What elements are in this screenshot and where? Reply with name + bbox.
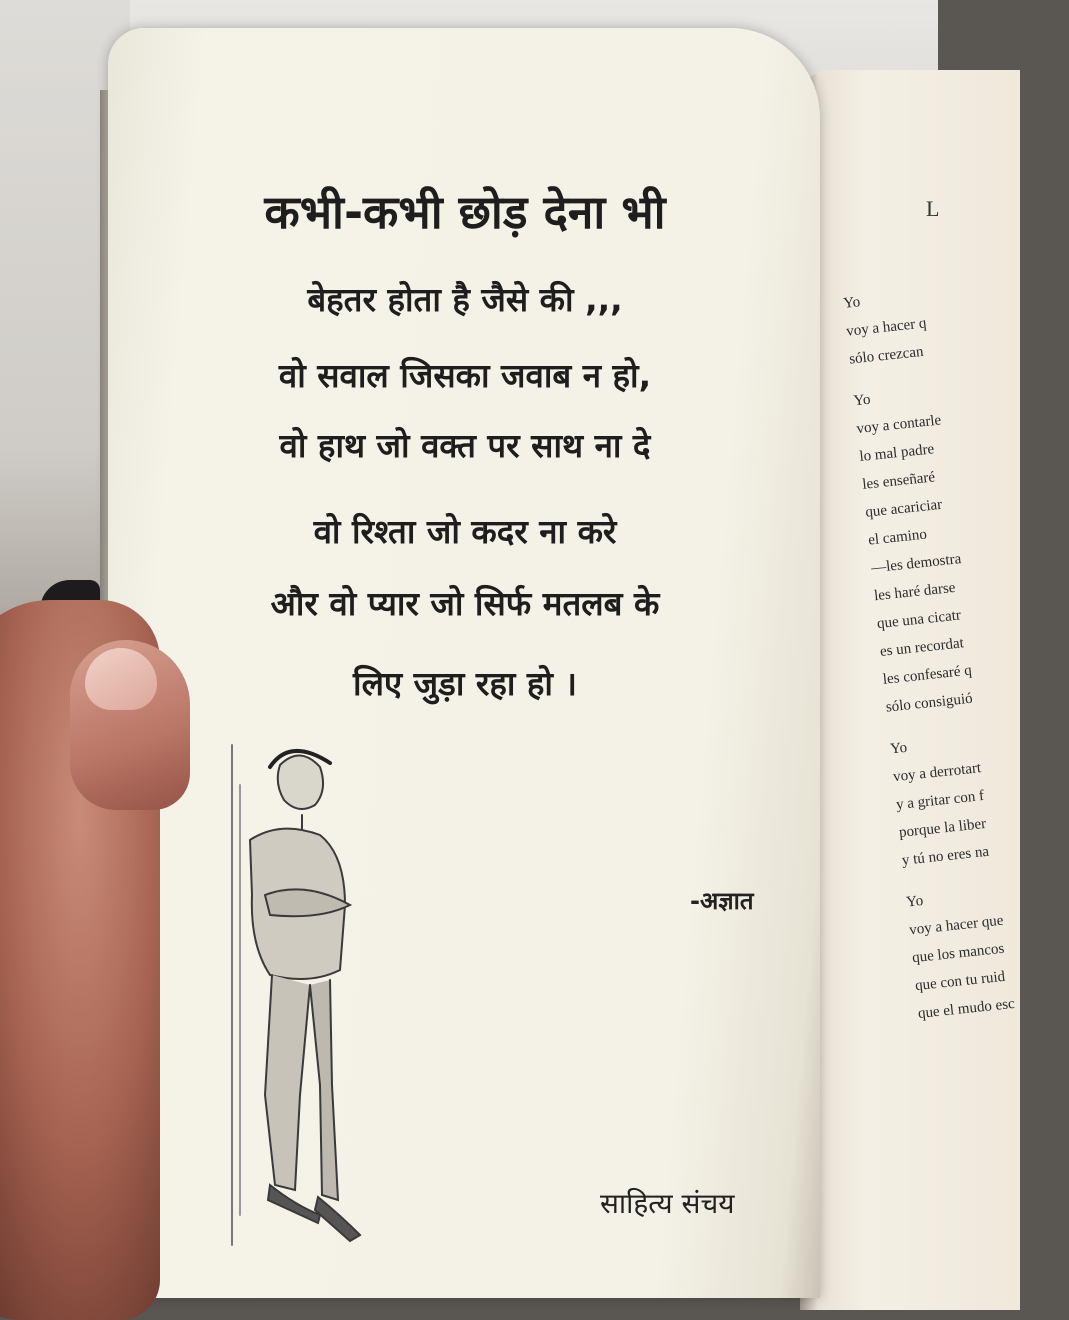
facing-line: les confesaré q xyxy=(882,662,973,688)
facing-line: es un recordat xyxy=(879,635,965,660)
facing-line: les enseñaré xyxy=(861,469,936,493)
facing-line: sólo crezcan xyxy=(848,343,925,368)
facing-line: y tú no eres na xyxy=(901,843,990,869)
facing-line: Yo xyxy=(905,892,924,911)
facing-line: lo mal padre xyxy=(858,441,935,466)
facing-line: voy a derrotart xyxy=(892,760,982,786)
poem-line: वो सवाल जिसका जवाब न हो, xyxy=(278,356,652,395)
facing-line: Yo xyxy=(889,739,908,758)
facing-line: voy a contarle xyxy=(855,412,942,438)
poem-line: वो रिश्ता जो कदर ना करे xyxy=(313,512,617,551)
poem-author: -अज्ञात xyxy=(690,887,754,915)
facing-line: les haré darse xyxy=(873,579,957,605)
facing-line: el camino xyxy=(867,526,928,549)
brand-name: साहित्य संचय xyxy=(600,1187,735,1220)
facing-line: y a gritar con f xyxy=(895,787,985,814)
facing-line: que el mudo esc xyxy=(917,995,1016,1022)
poem-title: कभी-कभी छोड़ देना भी xyxy=(264,185,666,239)
facing-line: sólo consiguió xyxy=(885,690,974,716)
poem-line: वो हाथ जो वक्त पर साथ ना दे xyxy=(279,426,651,465)
poem-line: बेहतर होता है जैसे की ,,, xyxy=(307,280,623,319)
poem-line: लिए जुड़ा रहा हो । xyxy=(353,664,577,703)
facing-line: Yo xyxy=(852,391,872,410)
facing-line: —les demostra xyxy=(870,551,963,577)
facing-line: Yo xyxy=(842,294,862,312)
facing-page-heading: L xyxy=(926,196,940,221)
sad-man-sketch xyxy=(210,745,390,1245)
facing-line: voy a hacer que xyxy=(908,912,1005,939)
facing-line: que con tu ruid xyxy=(914,968,1006,995)
facing-line: que una cicatr xyxy=(876,607,962,633)
poem-line: और वो प्यार जो सिर्फ मतलब के xyxy=(270,584,660,623)
facing-line: voy a hacer q xyxy=(845,315,928,340)
facing-line: porque la liber xyxy=(898,815,987,841)
facing-line: que acariciar xyxy=(864,496,943,521)
facing-line: que los mancos xyxy=(911,940,1006,967)
